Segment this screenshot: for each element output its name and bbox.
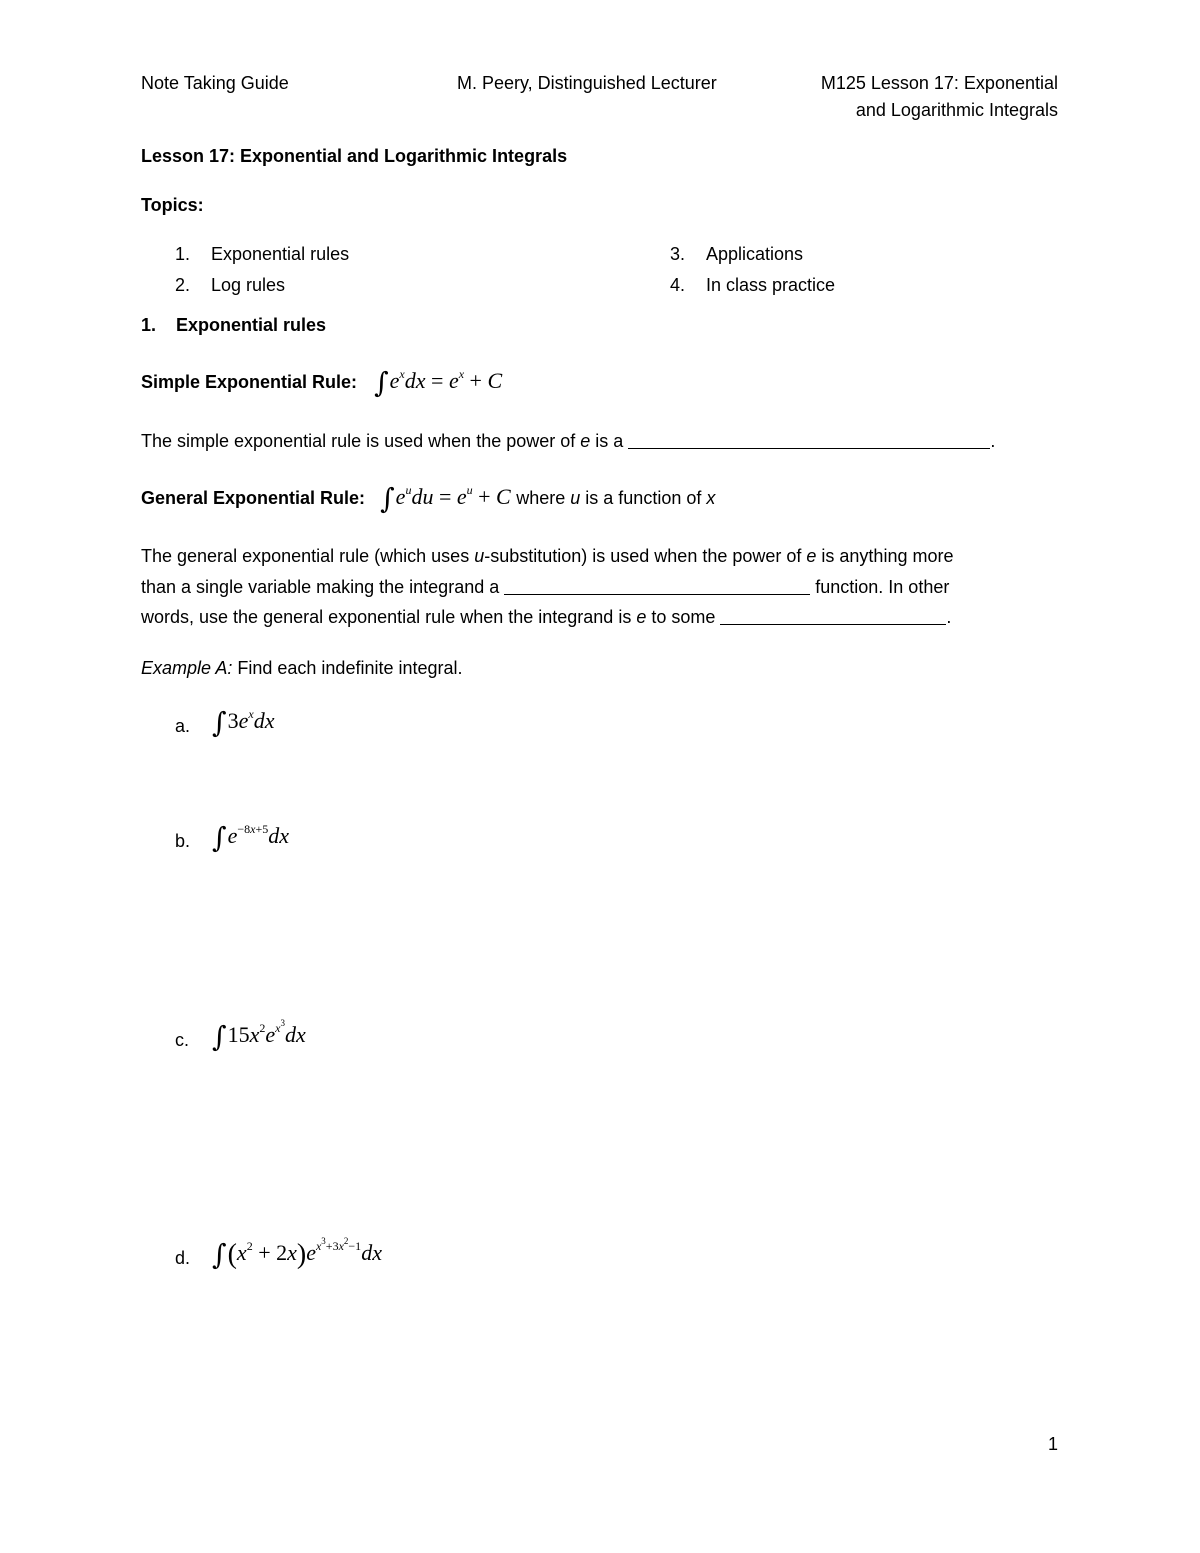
general-rule-label: General Exponential Rule:: [141, 488, 366, 508]
section-title: Exponential rules: [176, 315, 327, 335]
example-item-b: [175, 831, 190, 852]
header-right-line1: M125 Lesson 17: Exponential: [820, 73, 1058, 93]
topic-number: 4.: [670, 275, 686, 295]
lesson-title: Lesson 17: Exponential and Logarithmic Integrals: [141, 146, 568, 166]
fill-in-blank[interactable]: [504, 578, 810, 595]
integral-sign: ∫: [212, 1238, 227, 1271]
item-letter: d.: [175, 1248, 191, 1268]
header-right-line2: and Logarithmic Integrals: [855, 100, 1058, 120]
integral-sign: ∫: [212, 706, 227, 739]
section-number: 1.: [141, 315, 157, 335]
integral-sign: ∫: [212, 821, 227, 854]
topic-label: Exponential rules: [211, 244, 350, 264]
header-left: Note Taking Guide: [141, 73, 289, 93]
topic-item-3: [670, 244, 804, 265]
example-item-c: [175, 1030, 189, 1051]
general-rule-para-line-2: than a single variable making the integrand a function. In other: [141, 577, 950, 597]
example-label: Example A:: [141, 658, 233, 678]
topic-item-1: [175, 244, 350, 265]
general-rule-formula: $\int e^udu = e^u + C$: [380, 482, 517, 515]
general-rule-para-line-3: words, use the general exponential rule when the integrand is e to some .: [141, 607, 952, 627]
example-item-a: [175, 716, 190, 737]
item-letter: b.: [175, 831, 191, 851]
integral-b: $\int e^{-8x+5}dx$: [212, 821, 290, 854]
integral-sign: ∫: [212, 1020, 227, 1053]
integral-d: $\int(x^2 + 2x)e^{x^3+3x^2-1}dx$: [212, 1236, 382, 1271]
topic-item-2: [175, 275, 286, 296]
topic-label: Log rules: [211, 275, 286, 295]
simple-rule-sentence: The simple exponential rule is used when the power of e is a .: [141, 431, 996, 451]
topic-number: 1.: [175, 244, 191, 264]
topics-heading: Topics:: [141, 195, 204, 215]
item-letter: c.: [175, 1030, 190, 1050]
page-number: 1: [1047, 1434, 1058, 1454]
section-1-heading: [141, 315, 327, 336]
example-instruction: Find each indefinite integral.: [232, 658, 463, 678]
topic-label: Applications: [706, 244, 804, 264]
simple-rule-line: [141, 366, 502, 399]
item-letter: a.: [175, 716, 191, 736]
example-a-heading: [141, 658, 463, 679]
example-item-d: [175, 1248, 190, 1269]
topic-item-4: [670, 275, 836, 296]
simple-rule-formula: $\int e^xdx = e^x + C$: [374, 366, 503, 399]
integral-c: $\int 15x^2e^{x^3}dx$: [212, 1018, 306, 1053]
topic-label: In class practice: [706, 275, 836, 295]
fill-in-blank[interactable]: [628, 432, 990, 449]
topic-number: 3.: [670, 244, 686, 264]
simple-rule-label: Simple Exponential Rule:: [141, 372, 358, 392]
integral-a: $\int 3e^xdx$: [212, 706, 275, 739]
topic-number: 2.: [175, 275, 191, 295]
integral-sign: ∫: [374, 366, 389, 399]
general-rule-para-line-1: The general exponential rule (which uses u-substitution) is used when the power of e is anything more: [141, 546, 954, 566]
integral-sign: ∫: [380, 482, 395, 515]
fill-in-blank[interactable]: [720, 608, 946, 625]
general-rule-line: General Exponential Rule: $\int e^udu = e^u + C$ where u is a function of x: [141, 482, 716, 515]
header-center: M. Peery, Distinguished Lecturer: [457, 73, 717, 93]
